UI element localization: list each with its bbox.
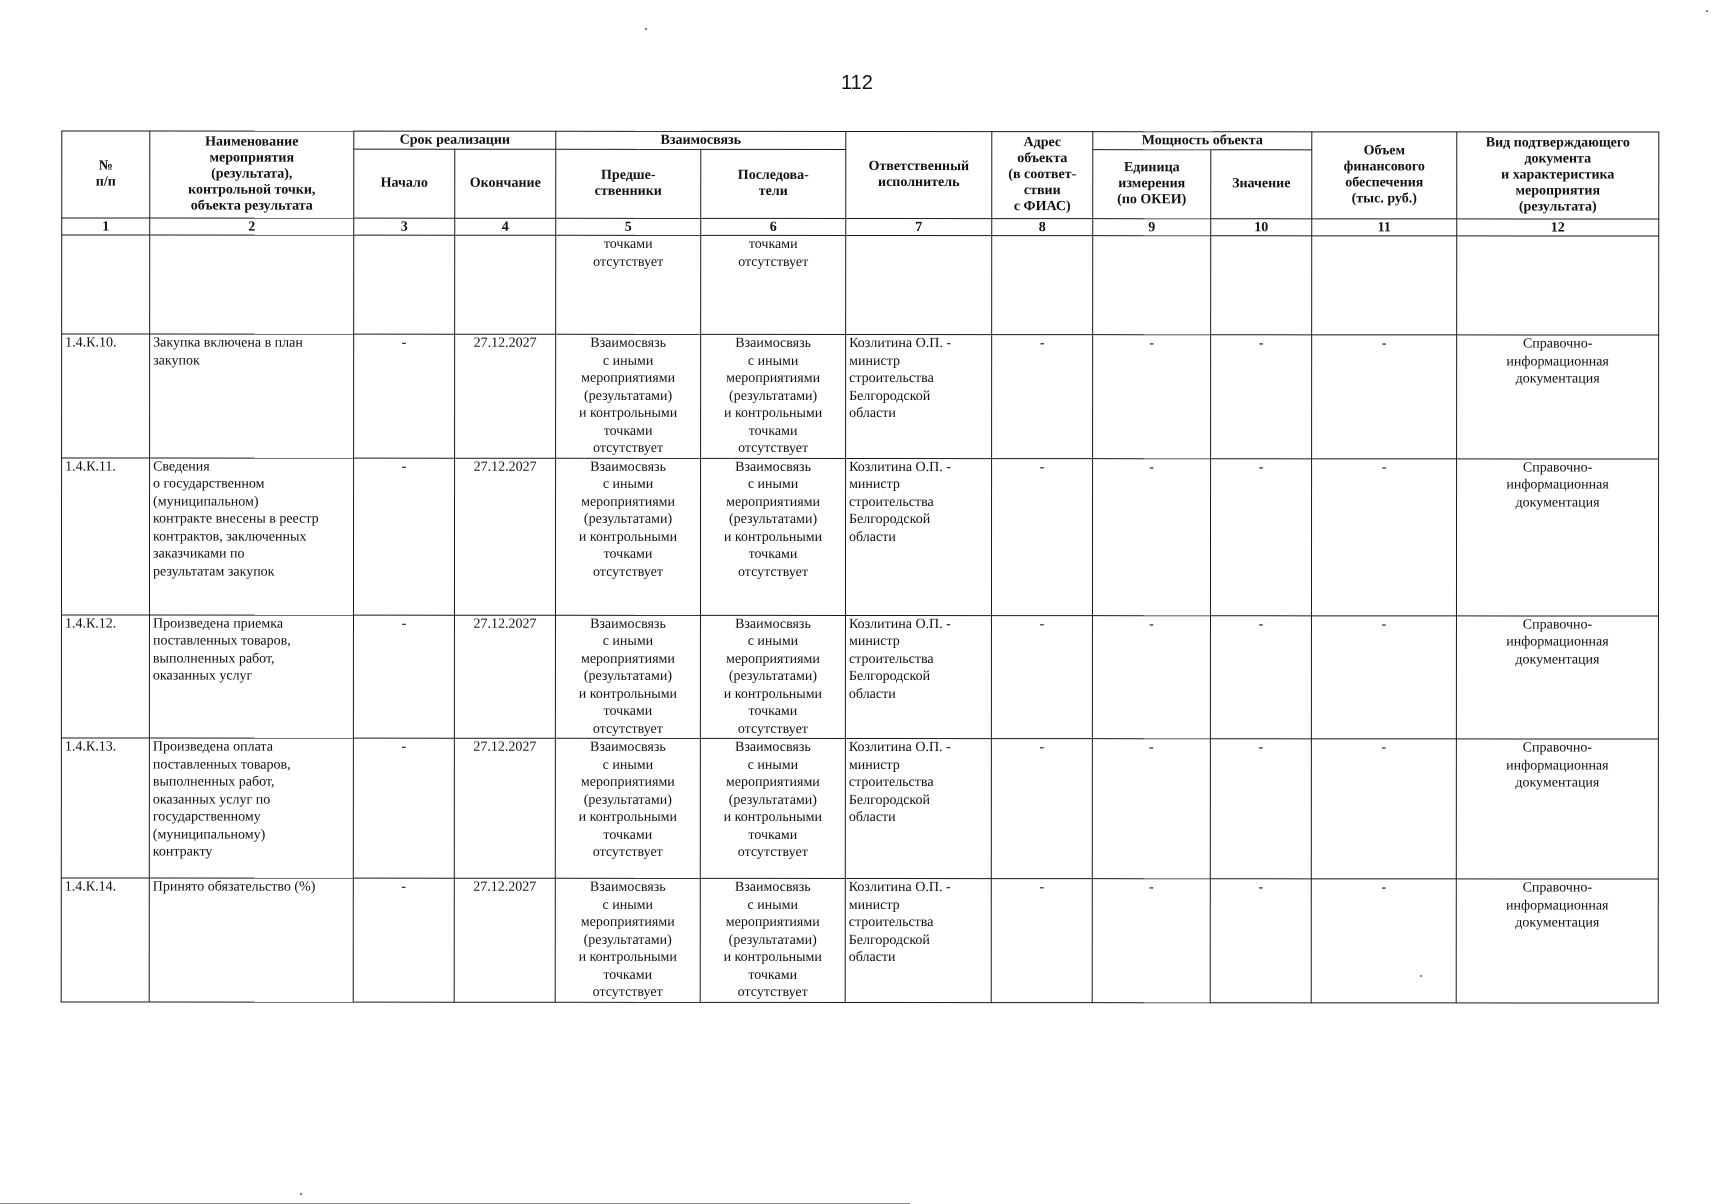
column-number: 3 — [354, 218, 455, 235]
address-cell: - — [991, 458, 1092, 615]
document-cell: Справочно- информационная документация — [1457, 335, 1659, 459]
table-row — [62, 334, 1659, 459]
unit-cell: - — [1092, 739, 1210, 879]
column-number: 4 — [455, 218, 556, 235]
row-number-cell: 1.4.К.14. — [61, 878, 149, 1002]
predecessors-cell: Взаимосвязь с иными мероприятиями (результатами) и контрольными точками отсутствует — [555, 738, 700, 878]
table-body — [61, 235, 1659, 1003]
scan-speck — [1420, 975, 1422, 977]
responsible-cell: Козлитина О.П. - министр строительства Белгородской области — [846, 334, 992, 458]
column-number: 12 — [1457, 219, 1659, 236]
name-cell: Закупка включена в план закупок — [150, 334, 354, 458]
financing-cell: - — [1311, 458, 1456, 615]
end-cell: 27.12.2027 — [454, 458, 555, 615]
unit-cell: - — [1092, 879, 1210, 1003]
address-cell: - — [991, 615, 1092, 739]
successors-cell: Взаимосвязь с иными мероприятиями (результатами) и контрольными точками отсутствует — [701, 334, 846, 458]
successors-cell: Взаимосвязь с иными мероприятиями (результатами) и контрольными точками отсутствует — [700, 458, 845, 615]
scan-speck — [300, 1193, 302, 1195]
predecessors-cell: Взаимосвязь с иными мероприятиями (результатами) и контрольными точками отсутствует — [555, 458, 700, 615]
address-cell: - — [992, 335, 1093, 459]
column-number: 9 — [1093, 219, 1211, 236]
responsible-cell: Козлитина О.П. - министр строительства Белгородской области — [845, 878, 991, 1002]
financing-cell: - — [1311, 615, 1456, 739]
successors-cell: Взаимосвязь с иными мероприятиями (результатами) и контрольными точками отсутствует — [700, 738, 845, 878]
start-cell: - — [353, 738, 454, 878]
row-number-cell: 1.4.К.13. — [61, 738, 149, 878]
predecessors-cell: точками отсутствует — [556, 235, 701, 334]
scan-speck — [645, 28, 647, 30]
document-cell: Справочно- информационная документация — [1456, 739, 1658, 879]
responsible-cell: Козлитина О.П. - министр строительства Белгородской области — [845, 458, 991, 615]
name-cell: Произведена оплата поставленных товаров, выполненных работ, оказанных услуг по государственному (муниципальному) контракту — [149, 738, 353, 878]
unit-cell: - — [1092, 615, 1210, 739]
address-cell: - — [991, 879, 1092, 1003]
end-cell: 27.12.2027 — [454, 738, 555, 878]
end-cell: 27.12.2027 — [454, 878, 555, 1002]
header-successors: Последова- тели — [701, 149, 846, 218]
header-name: Наименование мероприятия (результата), контрольной точки, объекта результата — [150, 131, 354, 218]
document-cell: Справочно- информационная документация — [1456, 615, 1658, 739]
start-cell: - — [353, 878, 454, 1002]
value-cell: - — [1210, 879, 1311, 1003]
table-row — [61, 738, 1658, 879]
table-row — [61, 878, 1658, 1003]
name-cell: Произведена приемка поставленных товаров, выполненных работ, оказанных услуг — [149, 615, 353, 739]
table-header — [62, 131, 1659, 236]
header-power-group: Мощность объекта — [1093, 132, 1312, 150]
column-number: 11 — [1312, 219, 1457, 236]
end-cell: 27.12.2027 — [455, 334, 556, 458]
header-num: № п/п — [62, 131, 150, 218]
responsible-cell: Козлитина О.П. - министр строительства Белгородской области — [845, 738, 991, 878]
column-number: 8 — [992, 219, 1093, 236]
name-cell: Сведения о государственном (муниципальном) контракте внесены в реестр контрактов, заключенных заказчиками по результатам закупок — [149, 458, 353, 615]
predecessors-cell: Взаимосвязь с иными мероприятиями (результатами) и контрольными точками отсутствует — [555, 615, 700, 739]
unit-cell: - — [1092, 458, 1210, 615]
scan-speck — [1706, 10, 1708, 12]
column-number: 10 — [1211, 219, 1312, 236]
header-document: Вид подтверждающего документа и характеристика мероприятия (результата) — [1457, 132, 1659, 219]
address-cell: - — [991, 739, 1092, 879]
header-term-group: Срок реализации — [354, 131, 556, 149]
responsible-cell: Козлитина О.П. - министр строительства Белгородской области — [845, 615, 991, 739]
start-cell: - — [353, 458, 454, 615]
financing-cell: - — [1311, 739, 1456, 879]
value-cell: - — [1210, 615, 1311, 739]
start-cell: - — [353, 615, 454, 739]
header-predecessors: Предше- ственники — [556, 149, 701, 218]
header-value: Значение — [1211, 150, 1312, 219]
row-number-cell: 1.4.К.12. — [61, 614, 149, 738]
column-numbers-row — [62, 218, 1659, 236]
column-number: 1 — [62, 218, 150, 235]
continuation-row — [62, 235, 1659, 335]
document-cell: Справочно- информационная документация — [1456, 458, 1658, 615]
page-number: 112 — [841, 72, 873, 94]
header-link-group: Взаимосвязь — [556, 131, 846, 149]
unit-cell: - — [1093, 335, 1211, 459]
header-unit: Единица измерения (по ОКЕИ) — [1093, 150, 1211, 219]
header-responsible: Ответственный исполнитель — [846, 131, 992, 218]
column-number: 7 — [846, 218, 992, 235]
table-row — [61, 457, 1658, 615]
predecessors-cell: Взаимосвязь с иными мероприятиями (результатами) и контрольными точками отсутствует — [556, 334, 701, 458]
value-cell: - — [1210, 739, 1311, 879]
successors-cell: точками отсутствует — [701, 235, 846, 334]
financing-cell: - — [1311, 879, 1456, 1003]
column-number: 5 — [556, 218, 701, 235]
column-number: 2 — [150, 218, 354, 235]
row-number-cell: 1.4.К.10. — [62, 334, 150, 458]
successors-cell: Взаимосвязь с иными мероприятиями (результатами) и контрольными точками отсутствует — [700, 878, 845, 1002]
end-cell: 27.12.2027 — [454, 615, 555, 739]
row-number-cell: 1.4.К.11. — [61, 457, 149, 614]
successors-cell: Взаимосвязь с иными мероприятиями (результатами) и контрольными точками отсутствует — [700, 615, 845, 739]
table-row — [61, 614, 1658, 739]
plan-table — [61, 130, 1660, 1003]
name-cell: Принято обязательство (%) — [149, 878, 353, 1002]
value-cell: - — [1211, 335, 1312, 459]
column-number: 6 — [701, 218, 846, 235]
value-cell: - — [1210, 458, 1311, 615]
start-cell: - — [354, 334, 455, 458]
financing-cell: - — [1312, 335, 1457, 459]
header-financing: Объем финансового обеспечения (тыс. руб.) — [1312, 132, 1457, 219]
document-cell: Справочно- информационная документация — [1456, 879, 1658, 1003]
header-end: Окончание — [455, 149, 556, 218]
predecessors-cell: Взаимосвязь с иными мероприятиями (результатами) и контрольными точками отсутствует — [555, 878, 700, 1002]
header-start: Начало — [354, 149, 455, 218]
header-address: Адрес объекта (в соответ- ствии с ФИАС) — [992, 132, 1093, 219]
